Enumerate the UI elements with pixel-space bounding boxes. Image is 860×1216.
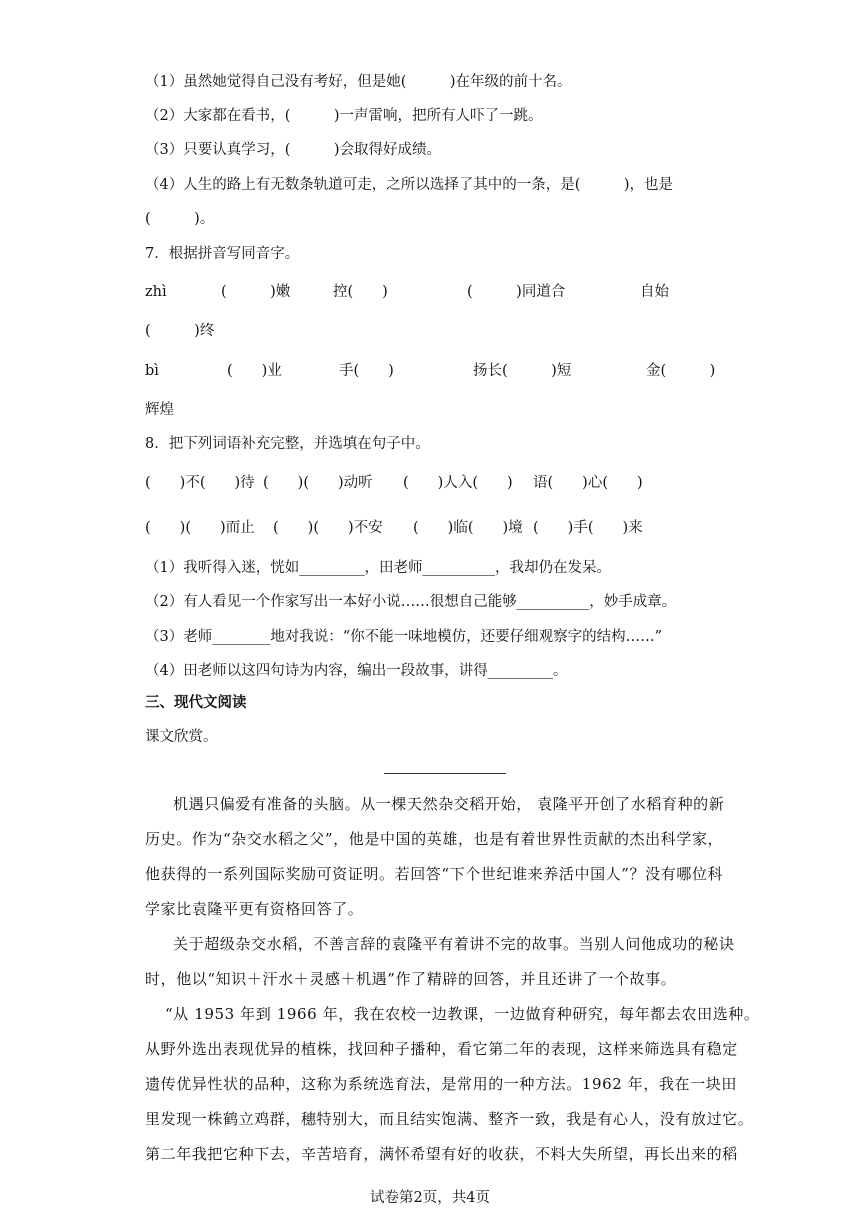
section-sub: 课文欣赏。 (145, 729, 218, 745)
q6-item-2: （2）大家都在看书，( )一声雷响，把所有人吓了一跳。 (145, 108, 543, 124)
q8-word-2: ( )( )动听 (263, 475, 373, 491)
passage-line-1: 机遇只偏爱有准备的头脑。从一棵天然杂交稻开始， 袁隆平开创了水稻育种的新 (173, 795, 725, 813)
passage-line-9: 遗传优异性状的品种，这称为系统选育法，是常用的一种方法。1962 年，我在一块田 (145, 1075, 737, 1093)
q6-item-3: （3）只要认真学习，( )会取得好成绩。 (145, 142, 442, 158)
q8-sentence-2: （2）有人看见一个作家写出一本好小说……很想自己能够__________，妙手成章。 (145, 594, 677, 610)
q6-item-4-wrap: ( )。 (145, 211, 215, 227)
q7-pinyin-bi: bì (145, 363, 159, 379)
q7-title: 7．根据拼音写同音字。 (145, 246, 300, 262)
passage-line-11: 第二年我把它种下去，辛苦培育，满怀希望有好的收获，不料大失所望，再长出来的稻 (145, 1145, 738, 1163)
q7-blank-zhi-a: ( )嫩 (221, 284, 291, 300)
q6-item-1: （1）虽然她觉得自己没有考好，但是她( )在年级的前十名。 (145, 74, 572, 90)
q7-blank-zhi-wrap: ( )终 (145, 323, 215, 339)
q7-blank-zhi-c: ( )同道合 (467, 284, 566, 300)
q8-sentence-1: （1）我听得入迷，恍如_________，田老师__________，我却仍在发呆。 (145, 560, 611, 576)
q7-blank-bi-b: 手( ) (339, 363, 394, 379)
q8-word-7: ( )临( )境 (413, 520, 523, 536)
q8-word-4: 语( )心( ) (533, 475, 643, 491)
q7-blank-zhi-d: 自始 (640, 284, 669, 300)
passage-line-7: “从 1953 年到 1966 年，我在农校一边教课，一边做育种研究，每年都去农田选种。 (165, 1005, 760, 1023)
q8-word-3: ( )人入( ) (403, 475, 513, 491)
q8-word-1: ( )不( )待 (145, 475, 255, 491)
q7-blank-bi-c: 扬长( )短 (473, 363, 572, 379)
passage-title-blank (384, 773, 506, 774)
section-heading: 三、现代文阅读 (145, 694, 247, 711)
q7-blank-zhi-b: 控( ) (333, 284, 388, 300)
q8-sentence-3: （3）老师________地对我说：“你不能一味地模仿，还要仔细观察字的结构……” (145, 629, 663, 645)
q8-title: 8．把下列词语补充完整，并选填在句子中。 (145, 436, 430, 452)
page-footer: 试卷第2页，共4页 (370, 1190, 490, 1206)
passage-line-4: 学家比袁隆平更有资格回答了。 (145, 900, 364, 918)
q7-pinyin-zhi: zhì (145, 284, 167, 300)
passage-line-5: 关于超级杂交水稻，不善言辞的袁隆平有着讲不完的故事。当别人问他成功的秘诀 (173, 935, 735, 953)
passage-line-8: 从野外选出表现优异的植株，找回种子播种，看它第二年的表现，这样来筛选具有稳定 (145, 1040, 738, 1058)
q8-sentence-4: （4）田老师以这四句诗为内容，编出一段故事，讲得_________。 (145, 663, 568, 679)
passage-line-2: 历史。作为“杂交水稻之父”，他是中国的英雄，也是有着世界性贡献的杰出科学家， (145, 830, 724, 848)
q8-word-8: ( )手( )来 (533, 520, 643, 536)
q8-word-5: ( )( )而止 (145, 520, 255, 536)
passage-line-6: 时，他以“知识＋汗水＋灵感＋机遇”作了精辟的回答，并且还讲了一个故事。 (145, 970, 677, 988)
passage-line-3: 他获得的一系列国际奖励可资证明。若回答“下个世纪谁来养活中国人”？没有哪位科 (145, 865, 724, 883)
q8-word-6: ( )( )不安 (273, 520, 383, 536)
passage-line-10: 里发现一株鹤立鸡群，穗特别大，而且结实饱满、整齐一致，我是有心人，没有放过它。 (145, 1110, 754, 1128)
q7-blank-bi-d: 金( ) (646, 363, 716, 379)
q7-blank-bi-wrap: 辉煌 (145, 402, 174, 418)
q7-blank-bi-a: ( )业 (227, 363, 282, 379)
q6-item-4: （4）人生的路上有无数条轨道可走，之所以选择了其中的一条，是( )，也是 (145, 177, 674, 193)
